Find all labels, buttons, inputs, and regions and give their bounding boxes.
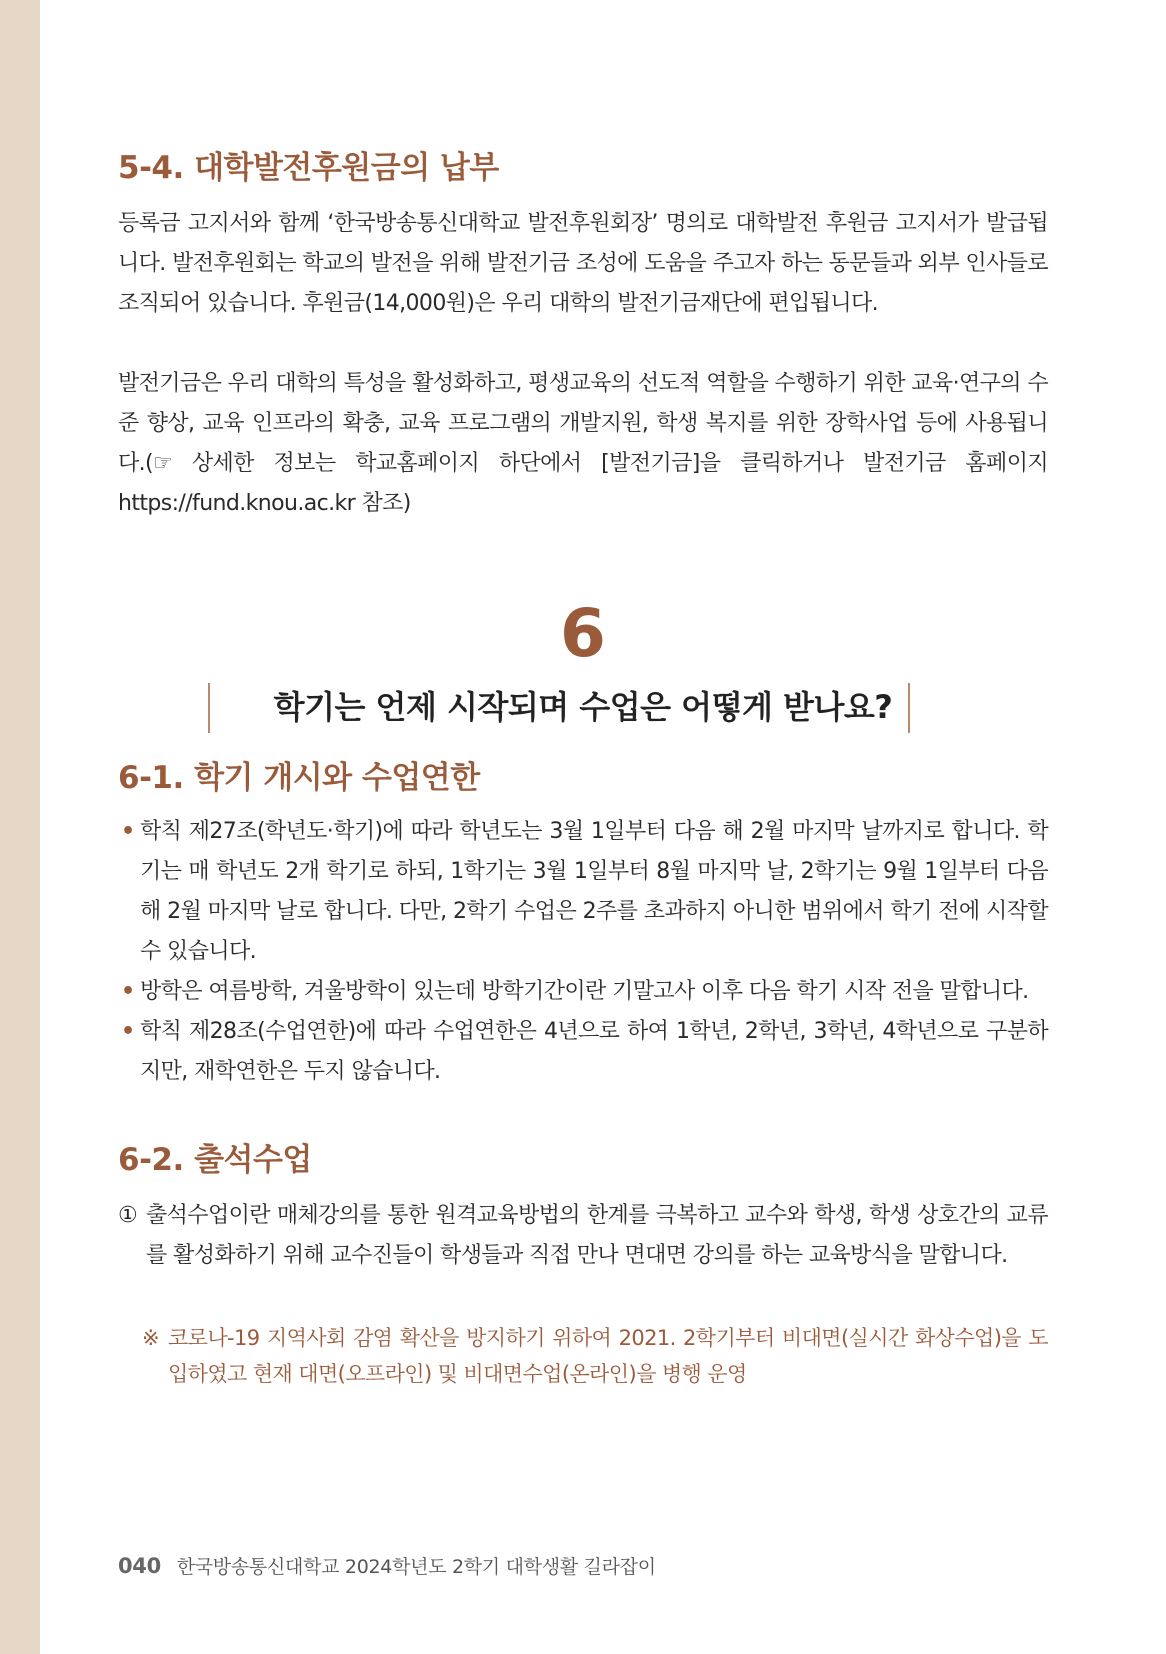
section-5-4-title: 5-4. 대학발전후원금의 납부 bbox=[118, 150, 499, 186]
bullet-icon: • bbox=[121, 819, 135, 844]
section-6-1-title: 6-1. 학기 개시와 수업연한 bbox=[118, 760, 480, 796]
list-item bbox=[118, 812, 1048, 972]
list-item-text: 방학은 여름방학, 겨울방학이 있는데 방학기간이란 기말고사 이후 다음 학기 시작 전을 말합니다. bbox=[140, 979, 1029, 1004]
section-6-2-title: 6-2. 출석수업 bbox=[118, 1142, 312, 1178]
section-6-2-item-1 bbox=[118, 1196, 1048, 1276]
reference-mark-icon: ※ bbox=[142, 1326, 159, 1350]
section-5-4-paragraph-2: 발전기금은 우리 대학의 특성을 활성화하고, 평생교육의 선도적 역할을 수행하기 위한 교육·연구의 수준 향상, 교육 인프라의 확충, 교육 프로그램의 개발지원, 학생 복지를 위한 장학사업 등에 사용됩니다.(☞ 상세한 정보는 학교홈페이지 하단에서 [발전기금]을 클릭하거나 발전기금 홈페이지 https://fund.knou.ac.kr 참조) bbox=[118, 371, 1048, 516]
page-footer bbox=[118, 1552, 656, 1579]
section-6-2-note-text: 코로나-19 지역사회 감염 확산을 방지하기 위하여 2021. 2학기부터 비대면(실시간 화상수업)을 도입하였고 현재 대면(오프라인) 및 비대면수업(온라인)을 병행 운영 bbox=[168, 1326, 1048, 1386]
list-item-text: 학칙 제27조(학년도·학기)에 따라 학년도는 3월 1일부터 다음 해 2월 마지막 날까지로 합니다. 학기는 매 학년도 2개 학기로 하되, 1학기는 3월 1일부터 8월 마지막 날, 2학기는 9월 1일부터 다음 해 2월 마지막 날로 합니다. 다만, 2학기 수업은 2주를 초과하지 아니한 범위에서 학기 전에 시작할 수 있습니다. bbox=[140, 819, 1048, 964]
chapter-title: 학기는 언제 시작되며 수업은 어떻게 받나요? bbox=[273, 688, 893, 726]
section-5-4-paragraph-1: 등록금 고지서와 함께 ‘한국방송통신대학교 발전후원회장’ 명의로 대학발전 후원금 고지서가 발급됩니다. 발전후원회는 학교의 발전을 위해 발전기금 조성에 도움을 주고자 하는 동문들과 외부 인사들로 조직되어 있습니다. 후원금(14,000원)은 우리 대학의 발전기금재단에 편입됩니다. bbox=[118, 211, 1048, 316]
footer-text: 한국방송통신대학교 2024학년도 2학기 대학생활 길라잡이 bbox=[176, 1556, 656, 1578]
section-6-2-note bbox=[142, 1320, 1048, 1392]
circled-number-icon: ① bbox=[118, 1203, 138, 1228]
side-band bbox=[0, 0, 40, 1654]
page-number: 040 bbox=[118, 1554, 161, 1578]
list-item bbox=[118, 972, 1048, 1012]
section-6-1-bullet-list bbox=[118, 812, 1048, 1092]
chapter-number: 6 bbox=[560, 595, 606, 672]
list-item bbox=[118, 1012, 1048, 1092]
section-6-2-item-1-text: 출석수업이란 매체강의를 통한 원격교육방법의 한계를 극복하고 교수와 학생, 학생 상호간의 교류를 활성화하기 위해 교수진들이 학생들과 직접 만나 면대면 강의를 하는 교육방식을 말합니다. bbox=[146, 1203, 1048, 1268]
bullet-icon: • bbox=[121, 1019, 135, 1044]
bullet-icon: • bbox=[121, 979, 135, 1004]
list-item-text: 학칙 제28조(수업연한)에 따라 수업연한은 4년으로 하여 1학년, 2학년, 3학년, 4학년으로 구분하지만, 재학연한은 두지 않습니다. bbox=[140, 1019, 1048, 1084]
